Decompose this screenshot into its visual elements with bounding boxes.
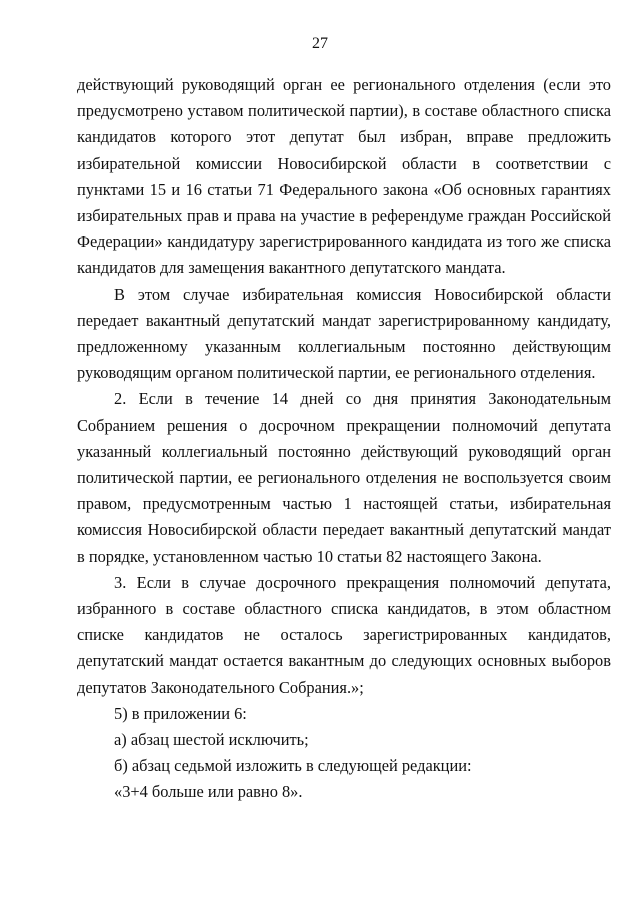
paragraph-item-a: а) абзац шестой исключить; [114,730,309,750]
paragraph-mandate-transfer: В этом случае избирательная комиссия Новосибирской области передает вакантный депутатский мандат зарегистрированному кандидату, предложенному указанным коллегиальным постоянно действующим руководящим органом политической партии, ее регионального отделения. [77,284,611,383]
paragraph-item-5: 5) в приложении 6: [114,703,247,723]
paragraph-item-3: 3. Если в случае досрочного прекращения полномочий депутата, избранного в составе областного списка кандидатов, в этом областном списке кандидатов не осталось зарегистрированных кандидатов, депутатский мандат остается вакантным до следующих основных выборов депутатов Законодательного Собрания.»; [77,572,611,697]
paragraph-item-2: 2. Если в течение 14 дней со дня принятия Законодательным Собранием решения о досрочном прекращении полномочий депутата указанный коллегиальный постоянно действующий руководящий орган политической партии, ее регионального отделения не воспользуется своим правом, предусмотренным частью 1 настоящей статьи, избирательная комиссия Новосибирской области передает вакантный депутатский мандат в порядке, установленном частью 10 статьи 82 настоящего Закона. [77,389,611,566]
paragraph-continuation: действующий руководящий орган ее регионального отделения (если это предусмотрено уставом политической партии), в составе областного списка кандидатов которого этот депутат был избран, вправе предложить избирательной комиссии Новосибирской области в соответствии с пунктами 15 и 16 статьи 71 Федерального закона «Об основных гарантиях избирательных прав и права на участие в референдуме граждан Российской Федерации» кандидатуру зарегистрированного кандидата из того же списка кандидатов для замещения вакантного депутатского мандата. [77,75,611,278]
page-number: 27 [312,35,328,52]
paragraph-item-b: б) абзац седьмой изложить в следующей редакции: [114,756,472,776]
paragraph-formula: «3+4 больше или равно 8». [114,782,303,802]
document-body [77,72,611,806]
